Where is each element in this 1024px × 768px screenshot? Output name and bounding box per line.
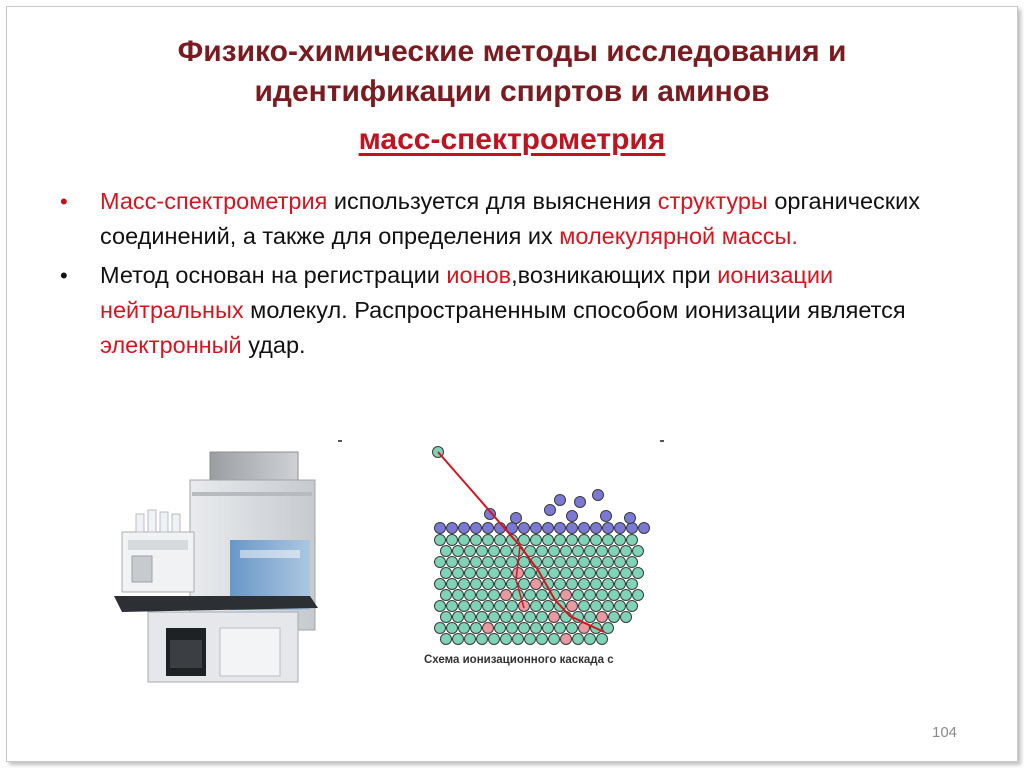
atom bbox=[441, 568, 452, 579]
atom bbox=[621, 590, 632, 601]
atom bbox=[459, 535, 470, 546]
atom bbox=[519, 557, 530, 568]
atom bbox=[537, 546, 548, 557]
atom bbox=[495, 579, 506, 590]
atom bbox=[525, 612, 536, 623]
atom-ionized bbox=[597, 612, 608, 623]
atom bbox=[585, 568, 596, 579]
bullet-2-part-4: ионизации нейтральных bbox=[100, 262, 834, 323]
bullet-marker: • bbox=[60, 189, 68, 214]
atom bbox=[477, 612, 488, 623]
atom bbox=[627, 535, 638, 546]
atom-ionized bbox=[483, 623, 494, 634]
atom bbox=[621, 612, 632, 623]
atom bbox=[495, 557, 506, 568]
atom bbox=[615, 579, 626, 590]
atom-surface bbox=[471, 523, 482, 534]
subtitle-text: масс-спектрометрия bbox=[358, 123, 666, 156]
atom bbox=[519, 535, 530, 546]
atom bbox=[567, 535, 578, 546]
atom-surface bbox=[627, 523, 638, 534]
bullet-1-part-3: структуры bbox=[657, 188, 768, 214]
atom bbox=[483, 535, 494, 546]
slide-subtitle bbox=[0, 120, 1024, 160]
atom bbox=[459, 579, 470, 590]
atom bbox=[447, 579, 458, 590]
atom bbox=[579, 579, 590, 590]
bullet-2-part-7: удар. bbox=[241, 332, 306, 358]
bullet-1-part-2: используется для выяснения bbox=[327, 188, 658, 214]
atom bbox=[585, 590, 596, 601]
atom bbox=[465, 612, 476, 623]
atom bbox=[627, 579, 638, 590]
atom bbox=[513, 612, 524, 623]
atom bbox=[603, 557, 614, 568]
atom bbox=[549, 634, 560, 645]
page-number: 104 bbox=[932, 724, 958, 741]
atom bbox=[621, 546, 632, 557]
atom bbox=[537, 612, 548, 623]
atom bbox=[567, 623, 578, 634]
atom bbox=[465, 590, 476, 601]
atom bbox=[609, 612, 620, 623]
atom-surface bbox=[615, 523, 626, 534]
atom bbox=[555, 535, 566, 546]
atom bbox=[597, 568, 608, 579]
atom bbox=[555, 623, 566, 634]
atom-ionized bbox=[549, 612, 560, 623]
atom bbox=[537, 590, 548, 601]
bullet-2-part-6: электронный bbox=[100, 332, 242, 358]
atom bbox=[471, 601, 482, 612]
atom bbox=[483, 579, 494, 590]
atom bbox=[501, 612, 512, 623]
atom bbox=[495, 535, 506, 546]
atom-sputtered bbox=[575, 497, 586, 508]
ionization-cascade-diagram bbox=[420, 440, 670, 660]
atom bbox=[627, 557, 638, 568]
atom-surface bbox=[579, 523, 590, 534]
atom bbox=[489, 590, 500, 601]
atom-sputtered bbox=[567, 511, 578, 522]
atom bbox=[567, 579, 578, 590]
atom-ionized bbox=[501, 590, 512, 601]
atom-sputtered bbox=[555, 495, 566, 506]
atom bbox=[603, 579, 614, 590]
atom bbox=[603, 601, 614, 612]
atom bbox=[567, 557, 578, 568]
atom bbox=[507, 557, 518, 568]
atom-surface bbox=[519, 523, 530, 534]
atom bbox=[465, 568, 476, 579]
atom bbox=[543, 623, 554, 634]
atom bbox=[495, 623, 506, 634]
atom bbox=[615, 557, 626, 568]
atom bbox=[477, 590, 488, 601]
atom-surface bbox=[543, 523, 554, 534]
atom bbox=[513, 634, 524, 645]
bullet-item-2 bbox=[58, 258, 958, 363]
corner-mark bbox=[338, 440, 342, 442]
atom bbox=[489, 546, 500, 557]
atom bbox=[579, 601, 590, 612]
atom bbox=[519, 579, 530, 590]
atom bbox=[441, 612, 452, 623]
atom bbox=[435, 557, 446, 568]
atom bbox=[453, 612, 464, 623]
atom-surface bbox=[567, 523, 578, 534]
atom-surface bbox=[531, 523, 542, 534]
slide-title-line-1: Физико-химические методы исследования и bbox=[177, 35, 847, 68]
atom bbox=[453, 590, 464, 601]
atom bbox=[531, 535, 542, 546]
atom bbox=[435, 579, 446, 590]
atom-surface bbox=[591, 523, 602, 534]
atom bbox=[525, 568, 536, 579]
atom bbox=[555, 557, 566, 568]
atom bbox=[537, 634, 548, 645]
atom bbox=[453, 568, 464, 579]
bullet-2-part-1: Метод основан на регистрации bbox=[100, 262, 447, 288]
atom-surface bbox=[639, 523, 650, 534]
atom bbox=[435, 623, 446, 634]
atom bbox=[561, 546, 572, 557]
atom bbox=[477, 546, 488, 557]
bullet-marker: • bbox=[60, 263, 68, 288]
atom bbox=[483, 601, 494, 612]
atom bbox=[531, 623, 542, 634]
atom bbox=[609, 546, 620, 557]
atom bbox=[465, 546, 476, 557]
atom bbox=[633, 568, 644, 579]
atom bbox=[471, 623, 482, 634]
atom bbox=[501, 546, 512, 557]
atom bbox=[627, 601, 638, 612]
atom-sputtered bbox=[545, 505, 556, 516]
atom bbox=[531, 601, 542, 612]
atom bbox=[459, 557, 470, 568]
atom bbox=[507, 601, 518, 612]
slide-title-line-2: идентификации спиртов и аминов bbox=[254, 75, 770, 108]
atom-surface bbox=[483, 523, 494, 534]
atom bbox=[585, 634, 596, 645]
atom bbox=[615, 601, 626, 612]
mass-spectrometer-image bbox=[110, 440, 340, 685]
atom bbox=[597, 634, 608, 645]
bullet-2-part-5: молекул. Распространенным способом ионизации является bbox=[243, 297, 906, 323]
bullet-1-part-5: молекулярной массы. bbox=[559, 223, 798, 249]
atom bbox=[585, 546, 596, 557]
atom bbox=[489, 634, 500, 645]
atom bbox=[471, 579, 482, 590]
atom bbox=[609, 568, 620, 579]
atom bbox=[549, 568, 560, 579]
atom bbox=[591, 579, 602, 590]
atom bbox=[621, 568, 632, 579]
atom bbox=[489, 612, 500, 623]
atom bbox=[573, 546, 584, 557]
atom bbox=[465, 634, 476, 645]
atom bbox=[579, 557, 590, 568]
atom bbox=[597, 546, 608, 557]
atom bbox=[591, 601, 602, 612]
bullet-2-part-3: ,возникающих при bbox=[511, 262, 718, 288]
atom bbox=[561, 568, 572, 579]
atom bbox=[603, 535, 614, 546]
atom bbox=[579, 535, 590, 546]
atom bbox=[543, 535, 554, 546]
atom bbox=[573, 568, 584, 579]
atom bbox=[495, 601, 506, 612]
atom bbox=[585, 612, 596, 623]
atom bbox=[633, 590, 644, 601]
atom bbox=[471, 557, 482, 568]
atom bbox=[591, 535, 602, 546]
diagram-caption: Схема ионизационного каскада с bbox=[424, 654, 614, 666]
atom bbox=[447, 601, 458, 612]
atom bbox=[453, 546, 464, 557]
atom-surface bbox=[459, 523, 470, 534]
atom-ionized bbox=[531, 579, 542, 590]
atom-surface bbox=[447, 523, 458, 534]
atom bbox=[483, 557, 494, 568]
atom bbox=[435, 535, 446, 546]
atom bbox=[603, 623, 614, 634]
bullet-1-part-1: Масс-спектрометрия bbox=[100, 188, 328, 214]
atom bbox=[507, 623, 518, 634]
atom bbox=[501, 634, 512, 645]
atom bbox=[447, 623, 458, 634]
atom bbox=[591, 557, 602, 568]
atom bbox=[501, 568, 512, 579]
atom bbox=[549, 546, 560, 557]
atom bbox=[447, 557, 458, 568]
atom bbox=[477, 568, 488, 579]
atom-ionized bbox=[567, 601, 578, 612]
atom bbox=[543, 601, 554, 612]
atom bbox=[519, 623, 530, 634]
corner-mark bbox=[660, 440, 664, 442]
atom bbox=[615, 535, 626, 546]
atom-ionized bbox=[561, 590, 572, 601]
atom-surface bbox=[603, 523, 614, 534]
atom bbox=[573, 590, 584, 601]
atom bbox=[597, 590, 608, 601]
atom-surface bbox=[435, 523, 446, 534]
atom bbox=[441, 634, 452, 645]
atom-sputtered bbox=[601, 511, 612, 522]
atom bbox=[441, 546, 452, 557]
bullet-2-part-2: ионов bbox=[446, 262, 512, 288]
bullet-1-part-4: органических соединений, а также для определения их bbox=[100, 188, 920, 249]
atom bbox=[609, 590, 620, 601]
atom bbox=[489, 568, 500, 579]
atom bbox=[573, 634, 584, 645]
atom bbox=[543, 557, 554, 568]
atom-surface bbox=[555, 523, 566, 534]
atom bbox=[555, 579, 566, 590]
atom bbox=[471, 535, 482, 546]
atom bbox=[525, 590, 536, 601]
atom-sputtered bbox=[625, 513, 636, 524]
bullet-list bbox=[58, 184, 958, 363]
bullet-item-1 bbox=[58, 184, 958, 254]
atom bbox=[447, 535, 458, 546]
atom-sputtered bbox=[593, 490, 604, 501]
atom bbox=[459, 623, 470, 634]
atom bbox=[459, 601, 470, 612]
atom bbox=[441, 590, 452, 601]
atom bbox=[633, 546, 644, 557]
atom-ionized bbox=[561, 634, 572, 645]
atom bbox=[477, 634, 488, 645]
atom-sputtered bbox=[511, 513, 522, 524]
atom bbox=[453, 634, 464, 645]
atom bbox=[525, 634, 536, 645]
atom bbox=[435, 601, 446, 612]
